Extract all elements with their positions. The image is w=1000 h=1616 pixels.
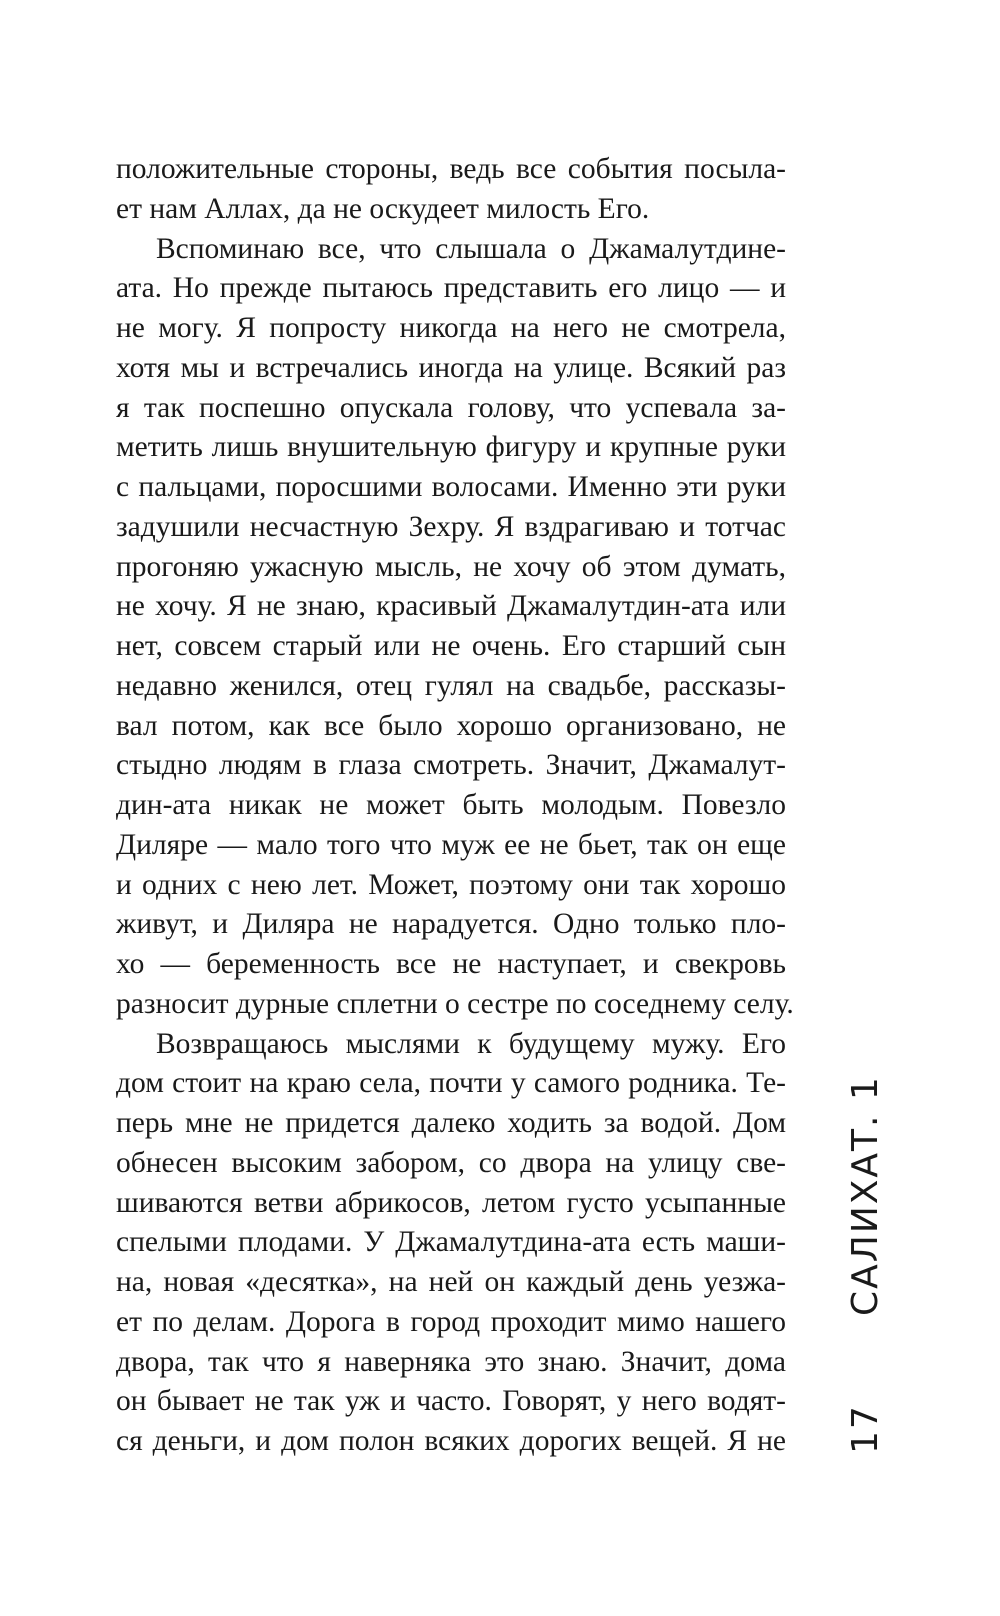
text-line: ся деньги, и дом полон всяких дорогих вещей. Я не [116,1425,786,1457]
text-line: положительные стороны, ведь все события посыла- [116,153,786,185]
text-line: Возвращаюсь мыслями к будущему мужу. Его [156,1027,786,1060]
text-line: хотя мы и встречались иногда на улице. Всякий раз [116,351,786,384]
text-line: разносит дурные сплетни о сестре по соседнему селу. [116,987,794,1020]
text-line: ет по делам. Дорога в город проходит мимо нашего [116,1305,786,1338]
text-line: живут, и Диляра не нарадуется. Одно только пло- [116,908,786,941]
text-line: ата. Но прежде пытаюсь представить его лицо — и [116,272,786,305]
text-line: прогоняю ужасную мысль, не хочу об этом думать, [116,550,786,583]
text-line: обнесен высоким забором, со двора на улицу све- [116,1146,786,1179]
text-line: метить лишь внушительную фигуру и крупные руки [116,431,786,464]
text-line: спелыми плодами. У Джамалутдина-ата есть маши- [116,1226,786,1259]
text-line: я так поспешно опускала голову, что успевала за- [116,391,786,424]
text-line: Диляре — мало того что муж ее не бьет, так он еще [116,828,786,861]
text-line: двора, так что я наверняка это знаю. Значит, дома [116,1345,786,1378]
text-line: он бывает не так уж и часто. Говорят, у него водят- [116,1385,786,1418]
text-line: дом стоит на краю села, почти у самого родника. Те- [116,1067,786,1100]
page-number: 17 [845,1404,886,1454]
text-line: нет, совсем старый или не очень. Его старший сын [116,630,786,662]
running-head: САЛИХАТ. 1 [845,1075,886,1316]
body-text [116,150,794,1462]
text-line: ет нам Аллах, да не оскудеет милость Его. [116,192,650,225]
text-line: недавно женился, отец гулял на свадьбе, рассказы- [116,669,786,702]
text-line: вал потом, как все было хорошо организовано, не [116,709,786,742]
text-line: шиваются ветви абрикосов, летом густо усыпанные [116,1186,786,1219]
paragraph [116,150,786,230]
text-line: не могу. Я попросту никогда на него не смотрела, [116,312,786,344]
text-line: и одних с нею лет. Может, поэтому они так хорошо [116,868,786,901]
text-line: хо — беременность все не наступает, и свекровь [116,948,786,980]
paragraph [116,230,794,1025]
text-line: дин-ата никак не может быть молодым. Повезло [116,789,786,821]
text-line: на, новая «десятка», на ней он каждый день уезжа- [116,1266,786,1298]
text-line: не хочу. Я не знаю, красивый Джамалутдин-ата или [116,590,786,623]
text-line: задушили несчастную Зехру. Я вздрагиваю и тотчас [116,510,786,543]
text-line: стыдно людям в глаза смотреть. Значит, Джамалут- [116,749,786,782]
text-line: Вспоминаю все, что слышала о Джамалутдине- [156,232,786,265]
text-line: с пальцами, поросшими волосами. Именно эти руки [116,471,786,503]
text-line: перь мне не придется далеко ходить за водой. Дом [116,1107,786,1139]
paragraph [116,1025,786,1462]
